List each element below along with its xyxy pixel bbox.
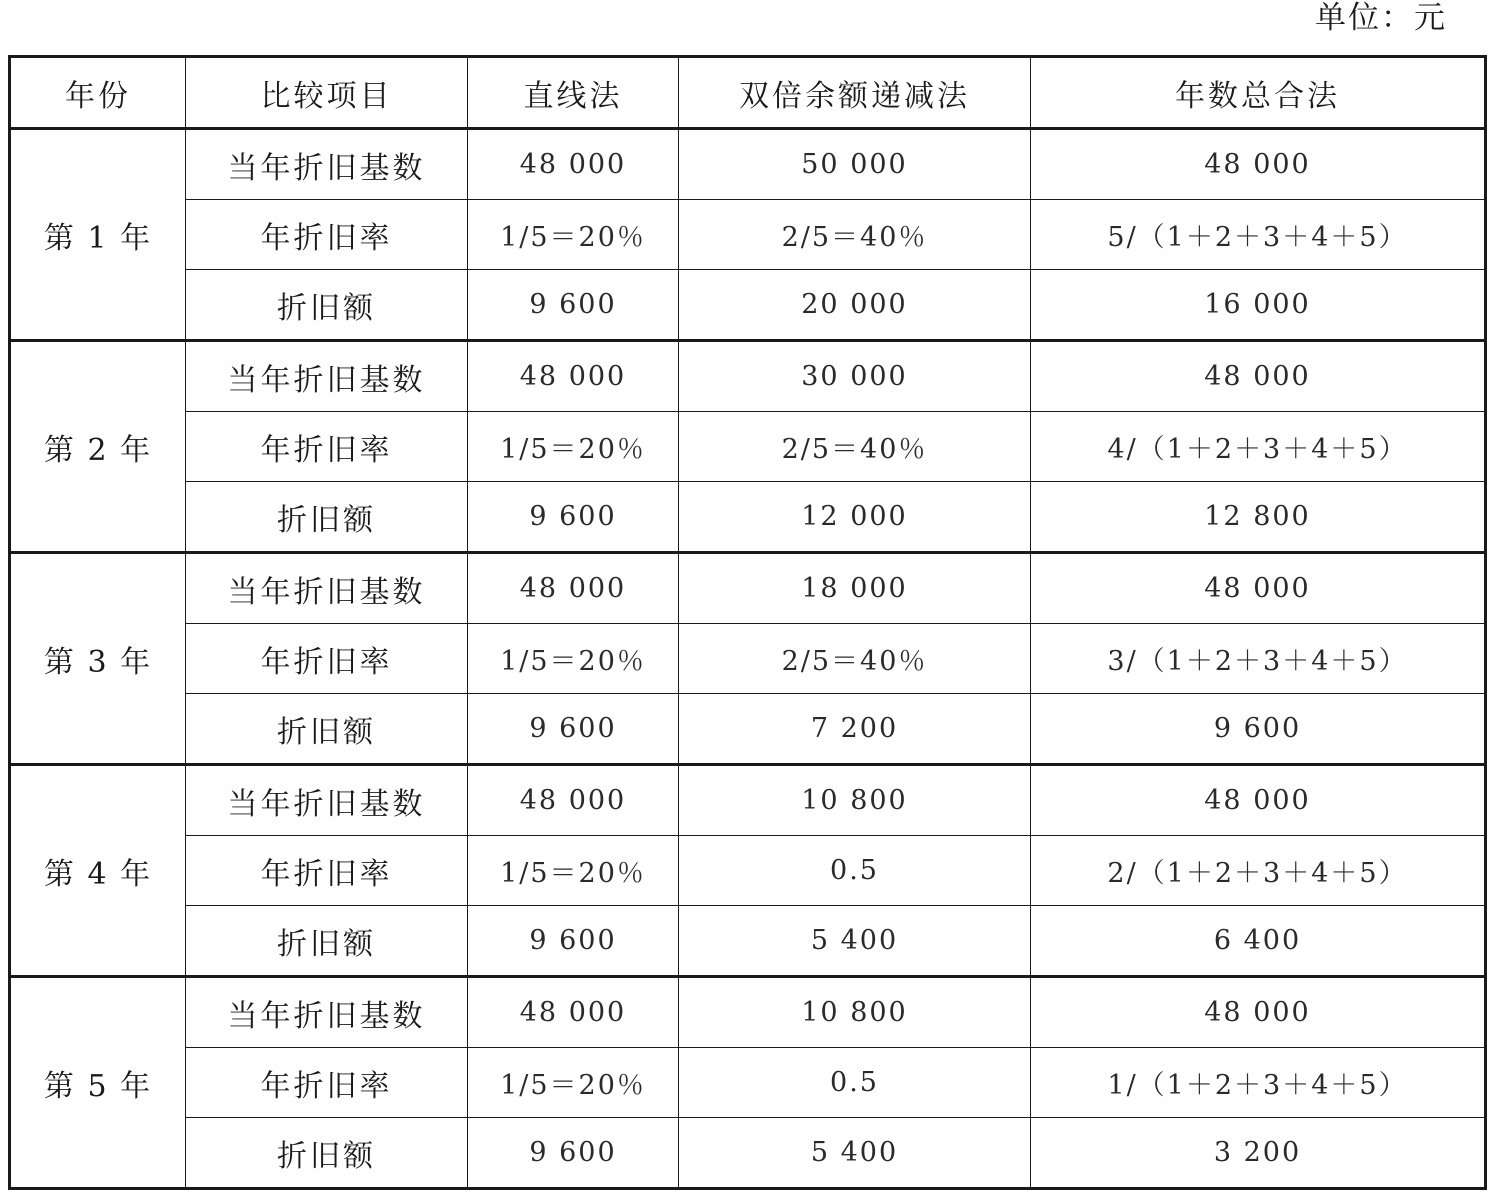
double-declining-value: 12 000 <box>679 482 1031 553</box>
double-declining-value: 5 400 <box>679 906 1031 977</box>
straight-line-value: 1/5＝20％ <box>468 1048 679 1118</box>
table-header <box>10 57 1486 129</box>
header-double-declining: 双倍余额递减法 <box>679 57 1031 129</box>
comparison-item: 折旧额 <box>186 1118 468 1189</box>
year-label: 第 3 年 <box>10 553 186 765</box>
straight-line-value: 9 600 <box>468 1118 679 1189</box>
sum-of-years-value: 12 800 <box>1031 482 1486 553</box>
year-group-3 <box>10 553 1486 765</box>
table-row <box>10 129 1486 200</box>
straight-line-value: 9 600 <box>468 906 679 977</box>
comparison-item: 年折旧率 <box>186 200 468 270</box>
year-group-1 <box>10 129 1486 341</box>
double-declining-value: 7 200 <box>679 694 1031 765</box>
comparison-item: 当年折旧基数 <box>186 129 468 200</box>
depreciation-comparison-table <box>8 55 1487 1190</box>
unit-label: 单位：元 <box>1315 0 1447 36</box>
sum-of-years-value: 5/（1＋2＋3＋4＋5） <box>1031 200 1486 270</box>
table-row <box>10 1048 1486 1118</box>
year-label: 第 2 年 <box>10 341 186 553</box>
straight-line-value: 48 000 <box>468 977 679 1048</box>
comparison-item: 当年折旧基数 <box>186 553 468 624</box>
header-item: 比较项目 <box>186 57 468 129</box>
sum-of-years-value: 4/（1＋2＋3＋4＋5） <box>1031 412 1486 482</box>
double-declining-value: 10 800 <box>679 977 1031 1048</box>
straight-line-value: 1/5＝20％ <box>468 412 679 482</box>
sum-of-years-value: 6 400 <box>1031 906 1486 977</box>
table-row <box>10 624 1486 694</box>
year-label: 第 1 年 <box>10 129 186 341</box>
sum-of-years-value: 1/（1＋2＋3＋4＋5） <box>1031 1048 1486 1118</box>
sum-of-years-value: 9 600 <box>1031 694 1486 765</box>
year-label: 第 5 年 <box>10 977 186 1189</box>
table-row <box>10 765 1486 836</box>
sum-of-years-value: 2/（1＋2＋3＋4＋5） <box>1031 836 1486 906</box>
sum-of-years-value: 48 000 <box>1031 129 1486 200</box>
double-declining-value: 10 800 <box>679 765 1031 836</box>
table-row <box>10 412 1486 482</box>
table-row <box>10 270 1486 341</box>
header-row <box>10 57 1486 129</box>
comparison-item: 年折旧率 <box>186 836 468 906</box>
year-group-5 <box>10 977 1486 1189</box>
table-row <box>10 200 1486 270</box>
comparison-item: 当年折旧基数 <box>186 977 468 1048</box>
straight-line-value: 48 000 <box>468 129 679 200</box>
straight-line-value: 1/5＝20％ <box>468 836 679 906</box>
double-declining-value: 2/5＝40％ <box>679 412 1031 482</box>
year-group-4 <box>10 765 1486 977</box>
table-row <box>10 906 1486 977</box>
double-declining-value: 2/5＝40％ <box>679 200 1031 270</box>
double-declining-value: 5 400 <box>679 1118 1031 1189</box>
straight-line-value: 1/5＝20％ <box>468 200 679 270</box>
straight-line-value: 9 600 <box>468 482 679 553</box>
double-declining-value: 20 000 <box>679 270 1031 341</box>
header-straight-line: 直线法 <box>468 57 679 129</box>
sum-of-years-value: 3/（1＋2＋3＋4＋5） <box>1031 624 1486 694</box>
double-declining-value: 30 000 <box>679 341 1031 412</box>
straight-line-value: 9 600 <box>468 270 679 341</box>
table-row <box>10 977 1486 1048</box>
double-declining-value: 0.5 <box>679 1048 1031 1118</box>
comparison-item: 当年折旧基数 <box>186 341 468 412</box>
comparison-item: 折旧额 <box>186 906 468 977</box>
sum-of-years-value: 16 000 <box>1031 270 1486 341</box>
comparison-item: 年折旧率 <box>186 1048 468 1118</box>
sum-of-years-value: 48 000 <box>1031 341 1486 412</box>
header-sum-of-years: 年数总合法 <box>1031 57 1486 129</box>
year-label: 第 4 年 <box>10 765 186 977</box>
table-row <box>10 341 1486 412</box>
comparison-item: 当年折旧基数 <box>186 765 468 836</box>
table-row <box>10 694 1486 765</box>
straight-line-value: 48 000 <box>468 553 679 624</box>
table-row <box>10 482 1486 553</box>
straight-line-value: 48 000 <box>468 341 679 412</box>
table-row <box>10 553 1486 624</box>
comparison-item: 年折旧率 <box>186 624 468 694</box>
sum-of-years-value: 3 200 <box>1031 1118 1486 1189</box>
header-year: 年份 <box>10 57 186 129</box>
year-group-2 <box>10 341 1486 553</box>
straight-line-value: 9 600 <box>468 694 679 765</box>
comparison-item: 年折旧率 <box>186 412 468 482</box>
table-row <box>10 836 1486 906</box>
double-declining-value: 18 000 <box>679 553 1031 624</box>
sum-of-years-value: 48 000 <box>1031 553 1486 624</box>
straight-line-value: 48 000 <box>468 765 679 836</box>
double-declining-value: 2/5＝40％ <box>679 624 1031 694</box>
comparison-item: 折旧额 <box>186 482 468 553</box>
sum-of-years-value: 48 000 <box>1031 765 1486 836</box>
table-row <box>10 1118 1486 1189</box>
sum-of-years-value: 48 000 <box>1031 977 1486 1048</box>
comparison-item: 折旧额 <box>186 270 468 341</box>
comparison-item: 折旧额 <box>186 694 468 765</box>
double-declining-value: 0.5 <box>679 836 1031 906</box>
double-declining-value: 50 000 <box>679 129 1031 200</box>
straight-line-value: 1/5＝20％ <box>468 624 679 694</box>
